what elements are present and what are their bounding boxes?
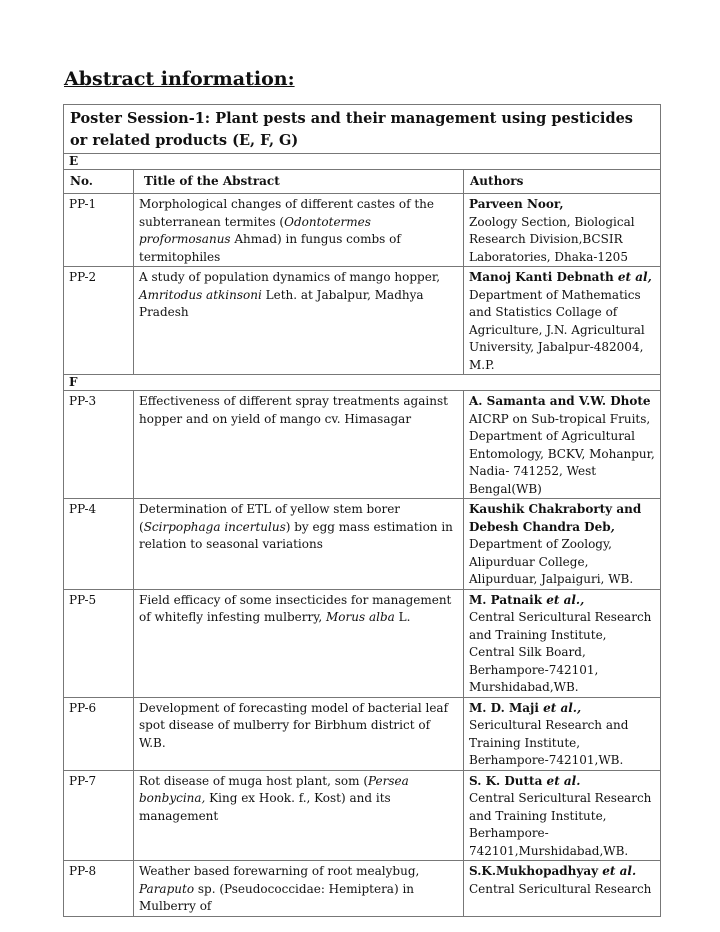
- table-row: [64, 589, 661, 697]
- author-aff: Zoology Section, Biological Research Division,BCSIR Laboratories, Dhaka-1205: [469, 214, 635, 264]
- author-name: S. K. Dutta: [469, 773, 543, 788]
- table-row: [64, 697, 661, 770]
- author-name: Parveen Noor,: [469, 197, 564, 211]
- abstract-authors: [464, 589, 661, 697]
- author-etal: et al.: [542, 773, 581, 788]
- author-aff: Central Sericultural Research and Training Institute, Central Silk Board, Berhampore-742101, Murshidabad,WB.: [469, 610, 652, 694]
- author-etal: et al,: [613, 270, 652, 284]
- no: PP-8: [69, 864, 97, 878]
- title-i: Odontotermes proformosanus: [139, 214, 371, 246]
- abstract-title: [134, 697, 464, 770]
- title-b: King ex Hook. f., Kost) and its management: [139, 791, 391, 823]
- abstract-number: [64, 770, 134, 861]
- author-aff: AICRP on Sub-tropical Fruits, Department of Agricultural Entomology, BCKV, Mohanpur, Nadia- 741252, West Bengal(WB): [469, 411, 655, 496]
- author-etal: et al.: [598, 864, 637, 878]
- abstract-title: [134, 391, 464, 499]
- abstract-authors: [464, 861, 661, 917]
- title-a: Development of forecasting model of bacterial leaf spot disease of mulberry for Birbhum district of W.B.: [139, 700, 449, 750]
- abstract-authors: [464, 194, 661, 267]
- table-row: [64, 770, 661, 861]
- author-aff: Department of Zoology, Alipurduar College, Alipurduar, Jalpaiguri, WB.: [469, 537, 634, 586]
- abstract-number: [64, 697, 134, 770]
- title-b: ) by egg mass estimation in relation to seasonal variations: [139, 519, 453, 551]
- abstract-title: [134, 499, 464, 590]
- no: PP-2: [69, 270, 97, 284]
- abstract-authors: [464, 697, 661, 770]
- col-header-title: Title of the Abstract: [134, 170, 464, 194]
- no: PP-3: [69, 394, 97, 408]
- abstract-title: [134, 267, 464, 375]
- abstract-number: [64, 499, 134, 590]
- abstract-title: [134, 861, 464, 917]
- author-name: A. Samanta and V.W. Dhote: [469, 394, 651, 408]
- no: PP-1: [69, 197, 97, 211]
- author-name: S.K.Mukhopadhyay: [469, 864, 599, 878]
- title-b: sp. (Pseudococcidae: Hemiptera) in Mulberry of: [139, 881, 415, 913]
- col-header-authors: Authors: [464, 170, 661, 194]
- no: PP-4: [69, 502, 97, 516]
- title-a: Weather based forewarning of root mealybug,: [139, 864, 420, 878]
- title-i: Amritodus atkinsoni: [139, 287, 262, 302]
- table-row: [64, 391, 661, 499]
- abstract-title: [134, 194, 464, 267]
- title-b: L.: [394, 610, 411, 624]
- col-header-no: No.: [64, 170, 134, 194]
- abstract-number: [64, 861, 134, 917]
- author-etal: et al.,: [538, 700, 582, 715]
- session-row: [64, 105, 661, 154]
- table-row: [64, 499, 661, 590]
- author-etal: et al.,: [542, 592, 585, 607]
- abstract-authors: [464, 267, 661, 375]
- author-aff: Central Sericultural Research and Training Institute, Berhampore-742101,Murshidabad,WB.: [469, 791, 652, 858]
- title-b: Leth. at Jabalpur, Madhya Pradesh: [139, 287, 424, 319]
- title-i: Paraputo: [139, 881, 195, 896]
- title-a: Field efficacy of some insecticides for management of whitefly infesting mulberry,: [139, 592, 452, 624]
- abstract-title: [134, 770, 464, 861]
- abstract-title: [134, 589, 464, 697]
- author-aff: Sericultural Research and Training Institute, Berhampore-742101,WB.: [469, 718, 629, 767]
- no: PP-7: [69, 773, 97, 788]
- title-a: A study of population dynamics of mango hopper,: [139, 270, 441, 284]
- abstract-authors: [464, 391, 661, 499]
- table-row: [64, 194, 661, 267]
- title-a: Rot disease of muga host plant, som (: [139, 773, 369, 788]
- abstract-authors: [464, 499, 661, 590]
- no: PP-5: [69, 592, 97, 607]
- title-b: Ahmad) in fungus combs of termitophiles: [139, 232, 401, 264]
- author-name: M. D. Maji: [469, 700, 539, 715]
- author-name: M. Patnaik: [469, 592, 543, 607]
- abstract-authors: [464, 770, 661, 861]
- title-i: Persea bonbycina,: [139, 773, 409, 805]
- title-a: Determination of ETL of yellow stem borer (: [139, 502, 401, 534]
- author-aff: Department of Mathematics and Statistics Collage of Agriculture, J.N. Agricultural University, Jabalpur-482004, M.P.: [469, 287, 645, 372]
- page-heading: Abstract information:: [64, 68, 295, 90]
- no: PP-6: [69, 700, 97, 715]
- abstract-number: [64, 391, 134, 499]
- abstract-number: [64, 267, 134, 375]
- author-name: Kaushik Chakraborty and Debesh Chandra Deb: [469, 502, 642, 534]
- group-label-e: E: [64, 154, 661, 170]
- group-row-f: [64, 375, 661, 391]
- author-etal: ,: [610, 519, 615, 534]
- group-label-f: F: [64, 375, 661, 391]
- author-aff: Central Sericultural Research: [469, 881, 652, 896]
- title-i: Scirpophaga incertulus: [143, 519, 286, 534]
- title-a: Morphological changes of different castes of the subterranean termites (: [139, 197, 434, 229]
- abstract-number: [64, 194, 134, 267]
- abstract-number: [64, 589, 134, 697]
- table-row: [64, 861, 661, 917]
- title-a: Effectiveness of different spray treatments against hopper and on yield of mango cv. Himasagar: [139, 394, 448, 426]
- abstract-table: [63, 104, 661, 917]
- group-row-e: [64, 154, 661, 170]
- table-row: [64, 267, 661, 375]
- header-row: [64, 170, 661, 194]
- session-title: Poster Session-1: Plant pests and their management using pesticides or related products (E, F, G): [64, 105, 661, 154]
- title-i: Morus alba: [326, 610, 395, 624]
- author-name: Manoj Kanti Debnath: [469, 270, 614, 284]
